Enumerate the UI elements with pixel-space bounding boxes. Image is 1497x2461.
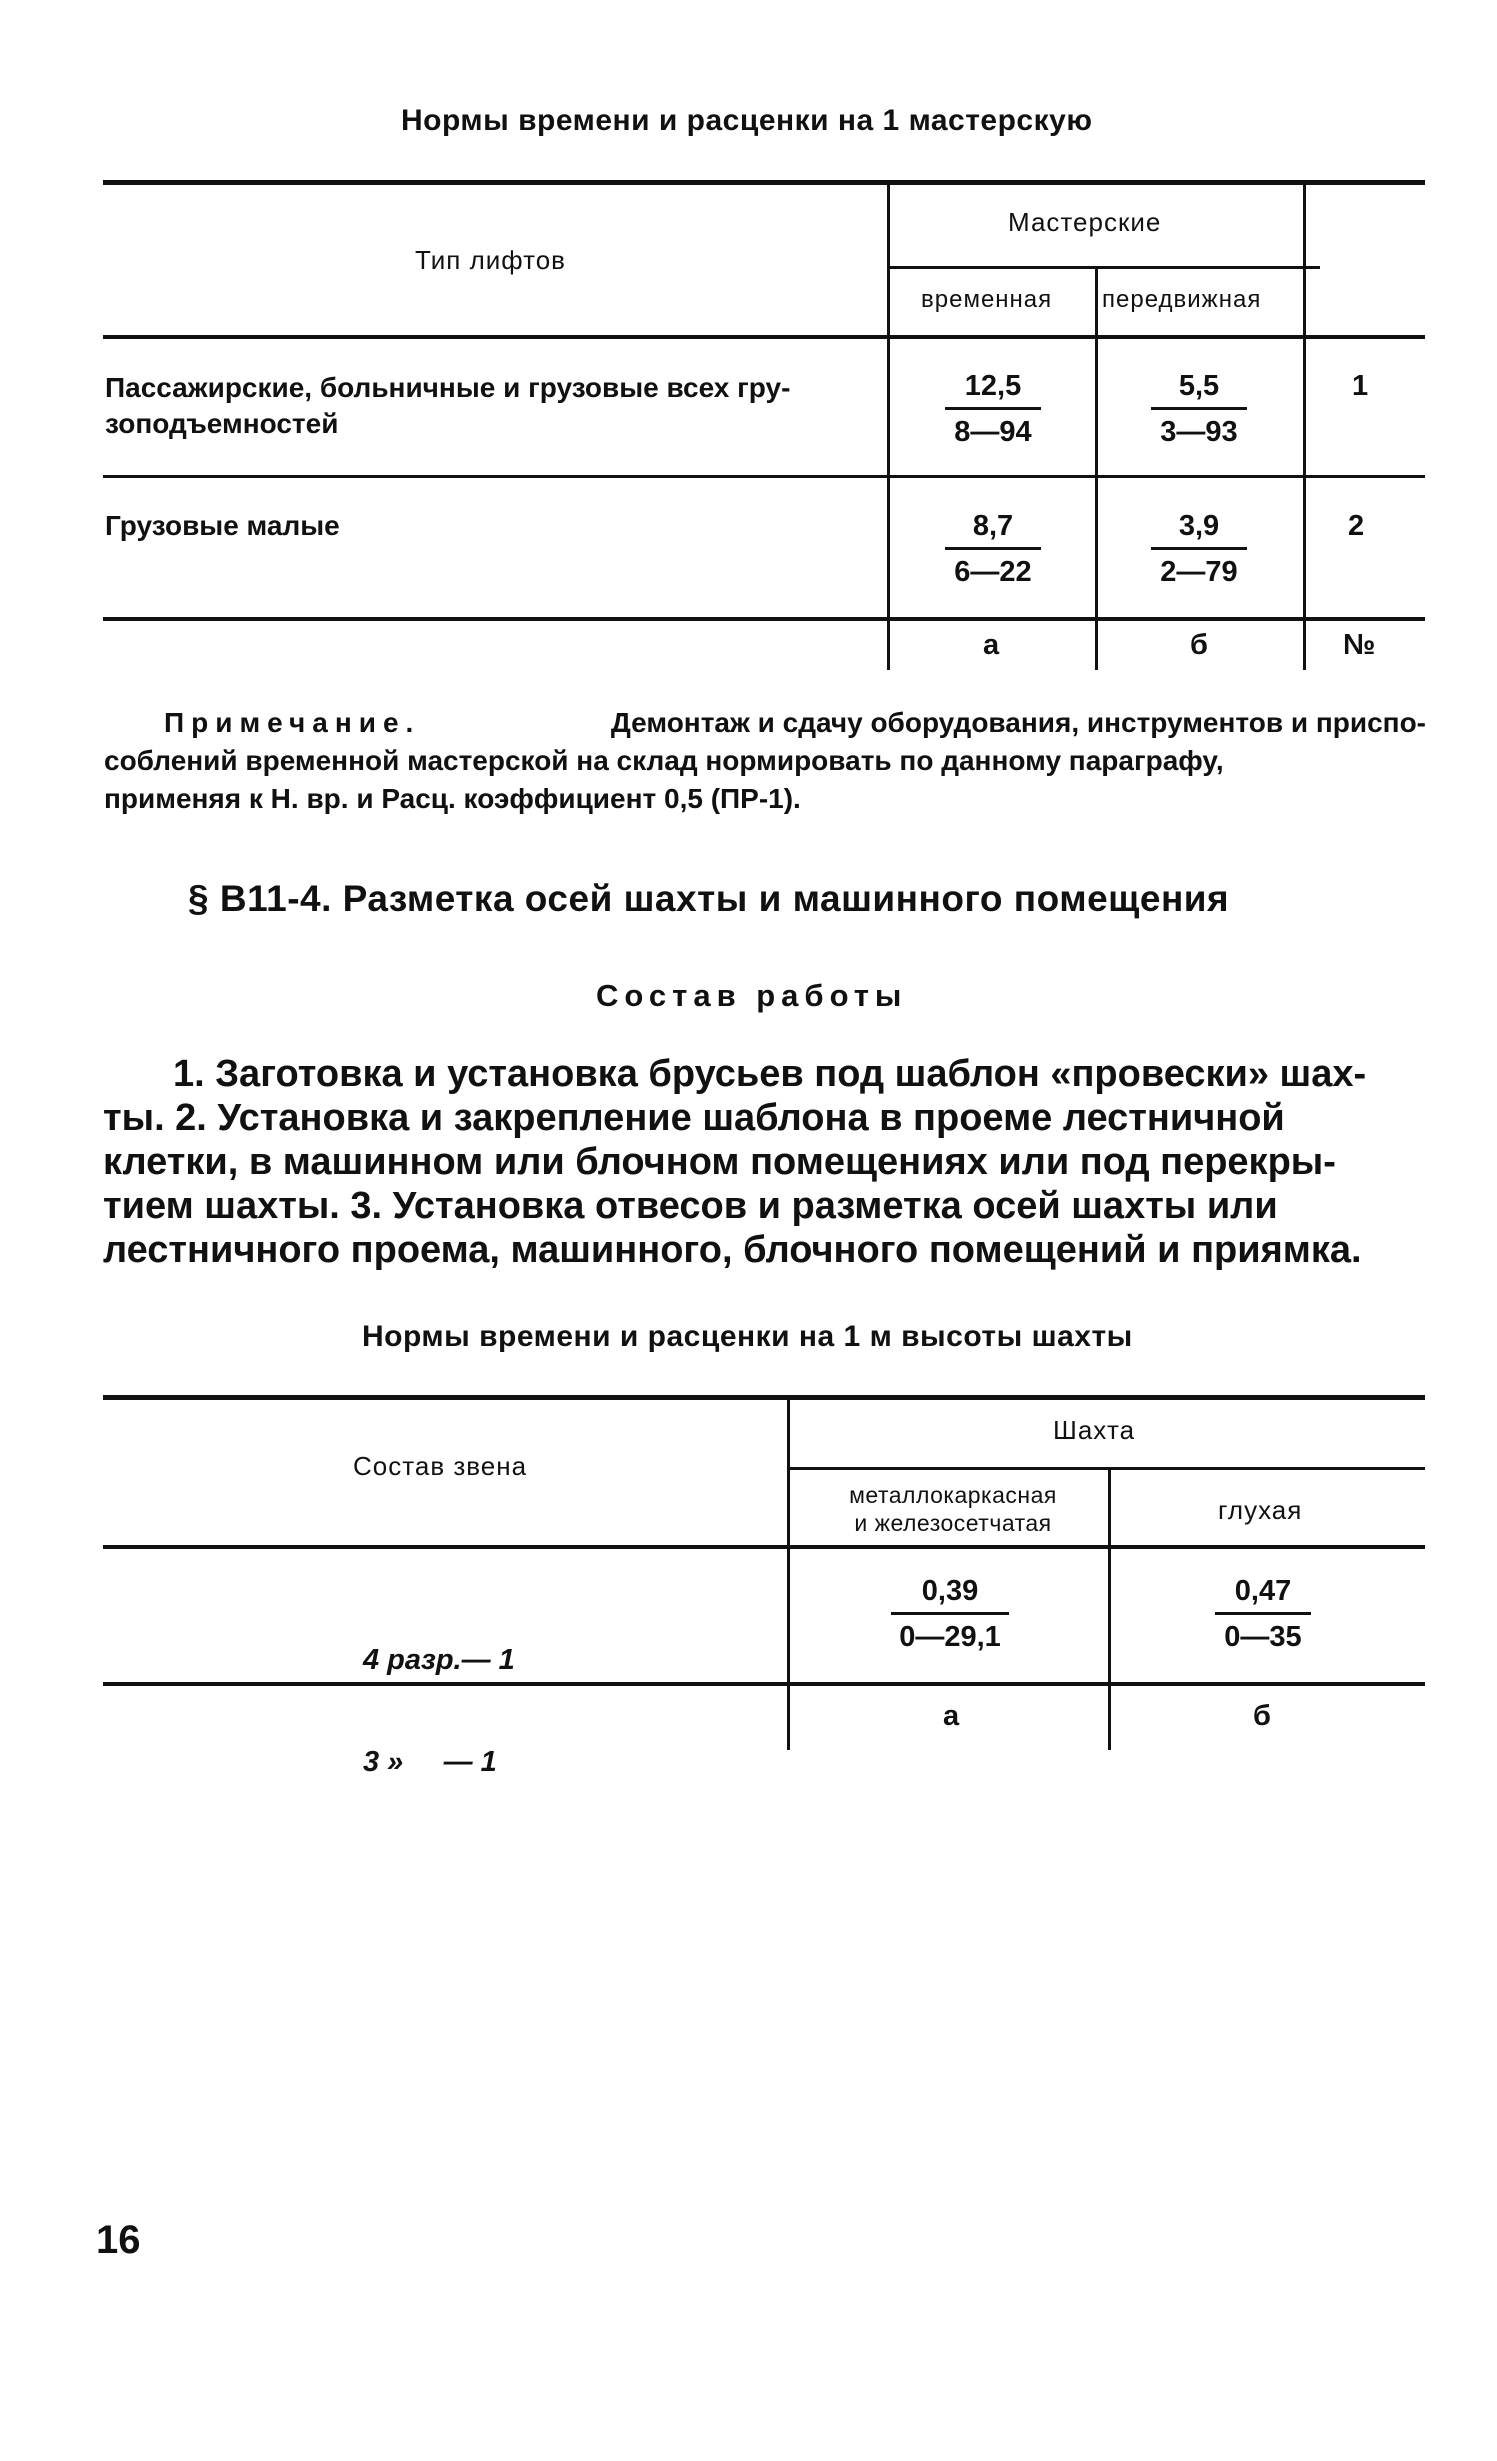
table1-row2-label: Грузовые малые <box>105 510 340 541</box>
table1-row2-b <box>1144 510 1254 589</box>
table2-top-rule <box>103 1395 1425 1400</box>
table1-row1-b-numerator: 5,5 <box>1178 370 1220 402</box>
table2-col-b-header: глухая <box>1218 1495 1303 1525</box>
table2-bottom-rule <box>103 1682 1425 1686</box>
table1-footer-no: № <box>1343 629 1376 661</box>
table1-row-rule <box>103 475 1425 478</box>
table1-vrule-1 <box>887 180 890 670</box>
table2-caption: Нормы времени и расценки на 1 м высоты шахты <box>362 1320 1133 1353</box>
table2-vrule-2 <box>1108 1467 1111 1750</box>
table2-header-rule <box>103 1545 1425 1549</box>
section-subheading: Состав работы <box>596 978 908 1013</box>
note <box>104 704 1426 818</box>
table1-row2-b-denominator: 2—79 <box>1160 556 1238 588</box>
table1-row2-a <box>938 510 1048 589</box>
table1-vrule-3 <box>1303 180 1306 670</box>
table1 <box>103 180 1425 680</box>
table1-row1-no: 1 <box>1352 370 1369 402</box>
table2-group-header: Шахта <box>1053 1415 1136 1445</box>
table1-top-rule <box>103 180 1425 185</box>
section-body-line2: ты. 2. Установка и закрепление шаблона в проеме лестничной <box>103 1097 1285 1139</box>
table1-vrule-2 <box>1095 266 1098 670</box>
table2-col-a-header <box>803 1481 1103 1537</box>
section-body-line3: клетки, в машинном или блочном помещениях или под перекры- <box>103 1141 1336 1183</box>
table2-footer-a: а <box>943 1700 960 1732</box>
table1-row2-b-numerator: 3,9 <box>1178 510 1220 542</box>
table2-a <box>880 1575 1020 1654</box>
table1-row1-b <box>1144 370 1254 449</box>
table2-col-a-header-line1: металлокаркасная <box>849 1482 1057 1508</box>
table1-row1-label-line1: Пассажирские, больничные и грузовые всех гру- <box>105 372 791 403</box>
table1-footer-b: б <box>1190 629 1208 661</box>
table2-crew-line2: 3 » — 1 <box>363 1746 497 1778</box>
table1-group-header: Мастерские <box>1008 207 1162 237</box>
note-line3: применяя к Н. вр. и Расц. коэффициент 0,5 (ПР-1). <box>104 783 801 814</box>
table2-footer-b: б <box>1253 1700 1271 1732</box>
section-title: § В11-4. Разметка осей шахты и машинного помещения <box>188 878 1230 919</box>
table1-row1-label <box>105 370 790 442</box>
table1-row1-a-denominator: 8—94 <box>954 416 1032 448</box>
table1-footer-a: а <box>983 629 1000 661</box>
table1-col-type-header: Тип лифтов <box>415 245 566 275</box>
section-body-line1: 1. Заготовка и установка брусьев под шаблон «провески» шах- <box>173 1053 1367 1095</box>
table2-col-a-header-line2: и железосетчатая <box>854 1510 1052 1536</box>
table2 <box>103 1395 1425 1778</box>
note-lead: Примечание. <box>164 707 421 738</box>
section-body-line4: тием шахты. 3. Установка отвесов и разметка осей шахты или <box>103 1185 1278 1227</box>
section-body <box>103 1052 1425 1272</box>
table2-a-numerator: 0,39 <box>921 1575 979 1607</box>
table1-col-a-header: временная <box>921 286 1053 313</box>
table1-row2-a-denominator: 6—22 <box>954 556 1032 588</box>
table2-a-denominator: 0—29,1 <box>899 1621 1001 1653</box>
table2-b <box>1208 1575 1318 1654</box>
table2-crew <box>363 1575 515 1847</box>
table1-col-b-header: передвижная <box>1102 286 1262 313</box>
table1-row2-no: 2 <box>1348 510 1365 542</box>
table2-vrule-1 <box>787 1395 790 1750</box>
note-line2: соблений временной мастерской на склад нормировать по данному параграфу, <box>104 745 1224 776</box>
table1-row1-b-denominator: 3—93 <box>1160 416 1238 448</box>
table1-row2-a-numerator: 8,7 <box>972 510 1014 542</box>
table2-subheader-rule <box>789 1467 1425 1470</box>
table1-header-rule <box>103 335 1425 339</box>
table1-row1-a-numerator: 12,5 <box>964 370 1022 402</box>
table1-row1-a <box>938 370 1048 449</box>
table2-b-denominator: 0—35 <box>1224 1621 1302 1653</box>
note-line1-text: Демонтаж и сдачу оборудования, инструментов и приспо- <box>610 707 1426 738</box>
note-line1 <box>164 704 1426 742</box>
table1-subheader-rule <box>889 266 1320 269</box>
table2-crew-line1: 4 разр.— 1 <box>363 1644 515 1676</box>
table1-row1-label-line2: зоподъемностей <box>105 408 339 439</box>
table2-b-numerator: 0,47 <box>1234 1575 1292 1607</box>
table2-col-crew-header: Состав звена <box>353 1451 528 1481</box>
page-number: 16 <box>96 2218 141 2262</box>
table1-caption: Нормы времени и расценки на 1 мастерскую <box>401 104 1093 137</box>
table1-bottom-rule <box>103 617 1425 621</box>
section-body-line5: лестничного проема, машинного, блочного помещений и приямка. <box>103 1229 1362 1271</box>
